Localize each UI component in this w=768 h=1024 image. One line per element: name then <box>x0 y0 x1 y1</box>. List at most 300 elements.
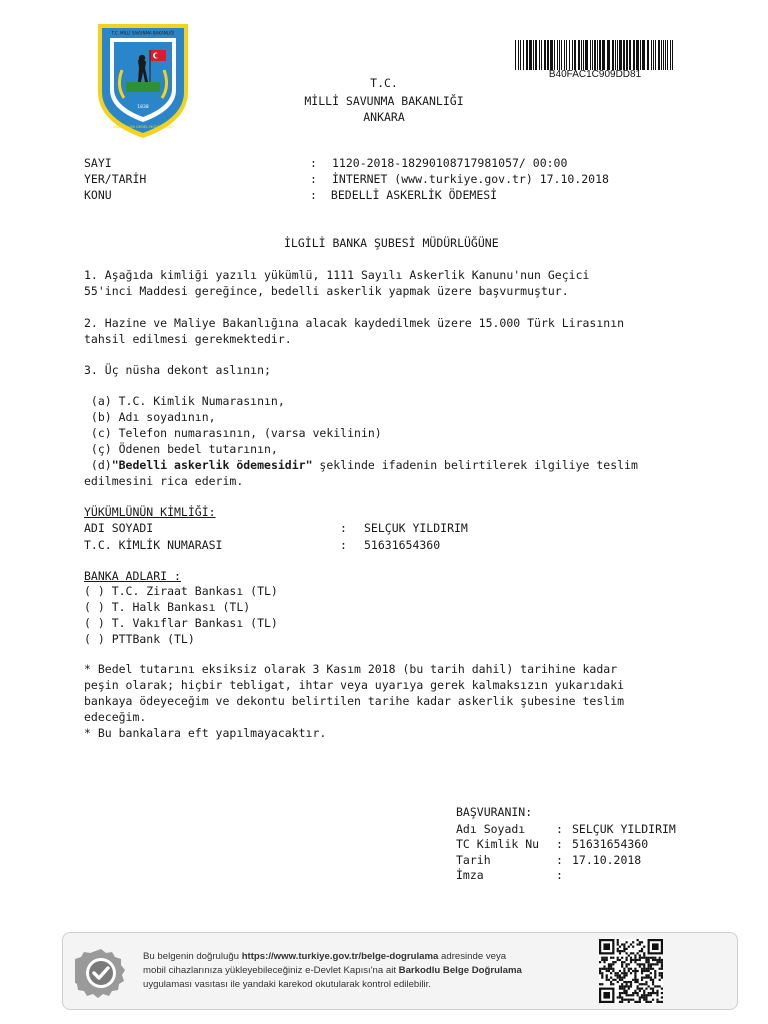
barcode-bar <box>526 40 528 70</box>
qr-module <box>650 977 652 979</box>
qr-module <box>612 957 614 959</box>
qr-module <box>606 977 608 979</box>
qr-module <box>621 950 623 952</box>
qr-module <box>641 977 643 979</box>
qr-module <box>659 959 661 961</box>
list-item: (ç) Ödenen bedel tutarının, <box>84 442 278 456</box>
qr-module <box>606 959 608 961</box>
qr-module <box>652 999 654 1001</box>
qr-module <box>656 961 658 963</box>
qr-module <box>661 992 663 994</box>
qr-module <box>625 985 627 987</box>
barcode-bar <box>581 40 582 70</box>
barcode-bar <box>535 40 537 70</box>
qr-module <box>601 972 603 974</box>
identity-value: SELÇUK YILDIRIM <box>364 521 468 535</box>
qr-module <box>637 979 639 981</box>
qr-module <box>637 1001 639 1003</box>
qr-module <box>632 979 634 981</box>
qr-module <box>610 983 612 985</box>
qr-module <box>637 943 639 945</box>
qr-module <box>656 994 658 996</box>
qr-module <box>650 972 652 974</box>
qr-module <box>612 968 614 970</box>
list-item-d-prefix: (d) <box>84 458 112 472</box>
list-item: (b) Adı soyadının, <box>84 410 216 424</box>
verification-text <box>143 950 583 992</box>
qr-module <box>661 977 663 979</box>
qr-module <box>648 961 650 963</box>
applicant-value: 17.10.2018 <box>572 853 642 867</box>
list-item: (c) Telefon numarasının, (varsa vekilinin) <box>84 426 382 440</box>
barcode-bar <box>658 40 660 70</box>
barcode-bar <box>550 40 553 70</box>
qr-module <box>634 974 636 976</box>
qr-module <box>630 981 632 983</box>
meta-value: 1120-2018-18290108717981057/ 00:00 <box>332 156 568 170</box>
barcode-bar <box>590 40 591 70</box>
qr-module <box>659 979 661 981</box>
qr-module <box>628 994 630 996</box>
barcode-bar <box>594 40 596 70</box>
qr-module <box>654 985 656 987</box>
qr-module <box>621 963 623 965</box>
qr-module <box>643 996 645 998</box>
qr-module <box>617 974 619 976</box>
barcode-bar <box>574 40 576 70</box>
qr-module <box>659 1001 661 1003</box>
qr-module <box>650 963 652 965</box>
barcode-bar <box>597 40 598 70</box>
barcode-bar <box>623 40 625 70</box>
barcode-bar <box>541 40 542 70</box>
qr-module <box>619 985 621 987</box>
qr-module <box>623 943 625 945</box>
qr-module <box>623 985 625 987</box>
qr-module <box>650 992 652 994</box>
bank-option: ( ) PTTBank (TL) <box>84 632 195 646</box>
qr-module <box>654 977 656 979</box>
qr-module <box>661 963 663 965</box>
qr-module <box>601 957 603 959</box>
qr-module <box>661 988 663 990</box>
qr-module <box>643 954 645 956</box>
qr-module <box>623 948 625 950</box>
qr-module <box>659 968 661 970</box>
qr-module <box>634 970 636 972</box>
qr-module <box>639 959 641 961</box>
qr-module <box>619 977 621 979</box>
qr-module <box>652 963 654 965</box>
verification-app-name: Barkodlu Belge Doğrulama <box>398 965 522 976</box>
meta-value: BEDELLİ ASKERLİK ÖDEMESİ <box>324 188 498 202</box>
qr-module <box>630 957 632 959</box>
qr-module <box>645 959 647 961</box>
qr-module <box>612 979 614 981</box>
qr-module <box>659 974 661 976</box>
qr-module <box>652 981 654 983</box>
applicant-label: İmza <box>456 868 484 882</box>
qr-module <box>648 965 650 967</box>
qr-module <box>619 952 621 954</box>
qr-module <box>625 994 627 996</box>
qr-module <box>621 999 623 1001</box>
barcode-bar <box>557 40 558 70</box>
qr-module <box>659 961 661 963</box>
qr-finder <box>652 943 659 950</box>
qr-module <box>621 992 623 994</box>
qr-module <box>634 990 636 992</box>
qr-module <box>656 999 658 1001</box>
meta-label: KONU <box>84 188 112 202</box>
barcode-bar <box>547 40 549 70</box>
barcode-bar <box>520 40 521 70</box>
qr-module <box>614 961 616 963</box>
applicant-value: 51631654360 <box>572 837 649 851</box>
qr-module <box>641 968 643 970</box>
qr-module <box>656 985 658 987</box>
qr-module <box>599 968 601 970</box>
barcode-bar <box>572 40 573 70</box>
qr-module <box>619 1001 621 1003</box>
qr-module <box>645 981 647 983</box>
meta-sep: : <box>310 156 317 170</box>
qr-code-image[interactable] <box>599 939 663 1003</box>
qr-module <box>606 968 608 970</box>
qr-module <box>625 972 627 974</box>
qr-module <box>648 994 650 996</box>
qr-module <box>625 974 627 976</box>
qr-module <box>630 999 632 1001</box>
qr-module <box>628 963 630 965</box>
qr-module <box>619 970 621 972</box>
verification-url[interactable]: https://www.turkiye.gov.tr/belge-dogrulama <box>241 951 439 962</box>
qr-module <box>634 992 636 994</box>
qr-module <box>608 965 610 967</box>
qr-module <box>645 983 647 985</box>
barcode-bar <box>533 40 534 70</box>
qr-module <box>641 941 643 943</box>
qr-module <box>634 1001 636 1003</box>
qr-module <box>621 983 623 985</box>
meta-sep: : <box>310 188 317 202</box>
barcode-bar <box>615 40 616 70</box>
barcode-image <box>514 40 676 70</box>
qr-module <box>610 981 612 983</box>
qr-module <box>652 992 654 994</box>
barcode-bar <box>592 40 593 70</box>
qr-finder <box>603 943 610 950</box>
barcode-bar <box>583 40 584 70</box>
qr-module <box>643 952 645 954</box>
qr-module <box>650 1001 652 1003</box>
qr-module <box>661 996 663 998</box>
qr-module <box>645 961 647 963</box>
qr-module <box>608 970 610 972</box>
qr-module <box>625 959 627 961</box>
qr-module <box>610 968 612 970</box>
qr-module <box>632 941 634 943</box>
qr-module <box>634 968 636 970</box>
barcode-bar <box>554 40 555 70</box>
applicant-heading: BAŞVURANIN: <box>456 805 533 819</box>
qr-module <box>656 963 658 965</box>
header-city: ANKARA <box>363 110 405 124</box>
identity-value: 51631654360 <box>364 538 441 552</box>
qr-module <box>630 959 632 961</box>
barcode-bar <box>612 40 614 70</box>
list-item-d-line-2: edilmesini rica ederim. <box>84 474 244 488</box>
barcode-bar <box>544 40 546 70</box>
qr-module <box>661 965 663 967</box>
qr-module <box>637 981 639 983</box>
qr-module <box>623 968 625 970</box>
qr-module <box>643 990 645 992</box>
qr-module <box>617 939 619 941</box>
qr-module <box>634 977 636 979</box>
qr-module <box>623 988 625 990</box>
qr-module <box>648 977 650 979</box>
barcode-bar <box>578 40 580 70</box>
paragraph-2-line-1: 2. Hazine ve Maliye Bakanlığına alacak kaydedilmek üzere 15.000 Türk Lirasının <box>84 316 625 330</box>
identity-sep: : <box>340 538 347 552</box>
qr-module <box>639 963 641 965</box>
qr-module <box>654 972 656 974</box>
qr-module <box>641 996 643 998</box>
qr-module <box>606 974 608 976</box>
qr-finder <box>603 992 610 999</box>
qr-module <box>654 970 656 972</box>
applicant-sep: : <box>556 868 563 882</box>
qr-module <box>661 961 663 963</box>
qr-module <box>603 961 605 963</box>
paragraph-1-line-2: 55'inci Maddesi gereğince, bedelli askerlik yapmak üzere başvurmuştur. <box>84 284 569 298</box>
qr-module <box>645 968 647 970</box>
qr-module <box>625 990 627 992</box>
barcode-bar <box>585 40 588 70</box>
qr-module <box>632 999 634 1001</box>
qr-module <box>641 957 643 959</box>
qr-module <box>628 1001 630 1003</box>
qr-module <box>645 970 647 972</box>
qr-module <box>619 988 621 990</box>
qr-module <box>643 965 645 967</box>
barcode-bar <box>566 40 567 70</box>
qr-module <box>637 963 639 965</box>
qr-module <box>641 979 643 981</box>
paragraph-2-line-2: tahsil edilmesi gerekmektedir. <box>84 332 292 346</box>
barcode-bar <box>672 40 673 70</box>
qr-module <box>645 994 647 996</box>
qr-module <box>634 961 636 963</box>
qr-module <box>603 968 605 970</box>
qr-module <box>632 994 634 996</box>
qr-module <box>639 943 641 945</box>
qr-module <box>643 983 645 985</box>
barcode-bar <box>633 40 635 70</box>
qr-module <box>601 959 603 961</box>
qr-module <box>650 988 652 990</box>
qr-module <box>639 996 641 998</box>
barcode-bar <box>523 40 524 70</box>
qr-module <box>619 959 621 961</box>
barcode-bar <box>629 40 631 70</box>
qr-module <box>661 972 663 974</box>
barcode-bar <box>602 40 605 70</box>
qr-module <box>628 968 630 970</box>
paragraph-1-line-1: 1. Aşağıda kimliği yazılı yükümlü, 1111 Sayılı Askerlik Kanunu'nun Geçici <box>84 268 590 282</box>
qr-module <box>617 959 619 961</box>
qr-module <box>637 994 639 996</box>
qr-module <box>628 954 630 956</box>
verification-text-part: mobil cihazlarınıza yükleyebileceğiniz e-Devlet Kapısı'na ait <box>143 965 399 976</box>
paragraph-3: 3. Üç nüsha dekont aslının; <box>84 363 271 377</box>
applicant-sep: : <box>556 853 563 867</box>
qr-module <box>650 957 652 959</box>
qr-module <box>643 957 645 959</box>
qr-module <box>625 957 627 959</box>
qr-module <box>641 970 643 972</box>
qr-module <box>637 959 639 961</box>
qr-module <box>639 965 641 967</box>
qr-module <box>632 959 634 961</box>
qr-module <box>619 994 621 996</box>
qr-module <box>612 983 614 985</box>
meta-label: SAYI <box>84 156 112 170</box>
qr-module <box>617 957 619 959</box>
qr-module <box>619 946 621 948</box>
qr-module <box>601 983 603 985</box>
qr-module <box>621 972 623 974</box>
qr-module <box>632 970 634 972</box>
qr-module <box>617 981 619 983</box>
qr-module <box>623 981 625 983</box>
qr-module <box>610 957 612 959</box>
list-item-d <box>84 458 638 472</box>
qr-module <box>652 979 654 981</box>
applicant-sep: : <box>556 822 563 836</box>
verification-text-part: uygulaması vasıtası ile yandaki karekod okutularak kontrol edilebilir. <box>143 979 431 990</box>
qr-module <box>641 948 643 950</box>
qr-module <box>599 961 601 963</box>
qr-module <box>617 941 619 943</box>
qr-module <box>623 974 625 976</box>
note-1-line-2: peşin olarak; hiçbir tebligat, ihtar veya uyarıya gerek kalmaksızın yukarıdaki <box>84 678 625 692</box>
qr-module <box>641 972 643 974</box>
qr-module <box>645 988 647 990</box>
qr-module <box>625 992 627 994</box>
bank-option: ( ) T. Halk Bankası (TL) <box>84 600 251 614</box>
qr-module <box>630 961 632 963</box>
qr-module <box>634 957 636 959</box>
qr-module <box>630 972 632 974</box>
qr-module <box>650 994 652 996</box>
barcode-code: B40FAC1C909DD81 <box>548 69 642 80</box>
qr-module <box>623 977 625 979</box>
qr-module <box>648 992 650 994</box>
addressee: İLGİLİ BANKA ŞUBESİ MÜDÜRLÜĞÜNE <box>284 236 499 250</box>
qr-module <box>643 968 645 970</box>
qr-module <box>661 968 663 970</box>
qr-module <box>654 957 656 959</box>
qr-module <box>648 1001 650 1003</box>
qr-module <box>648 968 650 970</box>
qr-module <box>617 996 619 998</box>
qr-module <box>610 963 612 965</box>
qr-module <box>621 977 623 979</box>
identity-label: ADI SOYADI <box>84 521 154 535</box>
qr-module <box>623 961 625 963</box>
qr-module <box>617 943 619 945</box>
qr-module <box>659 957 661 959</box>
qr-module <box>625 941 627 943</box>
qr-module <box>606 957 608 959</box>
qr-module <box>652 983 654 985</box>
qr-module <box>632 952 634 954</box>
qr-module <box>623 950 625 952</box>
qr-module <box>654 974 656 976</box>
note-1-line-4: edeceğim. <box>84 710 147 724</box>
qr-module <box>628 981 630 983</box>
qr-module <box>628 946 630 948</box>
barcode-bar <box>559 40 560 70</box>
barcode-bar <box>670 40 671 70</box>
qr-module <box>652 988 654 990</box>
document-barcode <box>514 40 676 80</box>
barcode-bar <box>561 40 562 70</box>
qr-module <box>619 979 621 981</box>
qr-module <box>661 959 663 961</box>
qr-module <box>601 968 603 970</box>
qr-module <box>630 943 632 945</box>
meta-value: İNTERNET (www.turkiye.gov.tr) 17.10.2018 <box>332 172 609 186</box>
note-1-line-3: bankaya ödeyeceğim ve dekontu belirtilen tarihe kadar askerlik şubesine teslim <box>84 694 625 708</box>
barcode-bar <box>667 40 668 70</box>
qr-module <box>648 957 650 959</box>
qr-module <box>645 957 647 959</box>
qr-module <box>645 1001 647 1003</box>
applicant-label: Tarih <box>456 853 491 867</box>
barcode-bar <box>653 40 654 70</box>
meta-label: YER/TARİH <box>84 172 147 186</box>
identity-label: T.C. KİMLİK NUMARASI <box>84 538 223 552</box>
barcode-bar <box>619 40 622 70</box>
qr-module <box>652 968 654 970</box>
qr-module <box>608 968 610 970</box>
svg-text:1838: 1838 <box>137 105 149 110</box>
qr-module <box>623 970 625 972</box>
barcode-bar <box>655 40 656 70</box>
qr-module <box>623 999 625 1001</box>
qr-module <box>634 972 636 974</box>
qr-module <box>645 974 647 976</box>
qr-module <box>619 992 621 994</box>
qr-module <box>610 965 612 967</box>
qr-module <box>656 959 658 961</box>
qr-module <box>641 963 643 965</box>
qr-module <box>623 972 625 974</box>
qr-module <box>628 985 630 987</box>
applicant-sep: : <box>556 837 563 851</box>
barcode-bar <box>626 40 628 70</box>
qr-module <box>637 939 639 941</box>
qr-module <box>659 985 661 987</box>
qr-module <box>643 946 645 948</box>
barcode-bar <box>518 40 519 70</box>
qr-module <box>645 999 647 1001</box>
svg-text:ASKERALMA GENEL MÜDÜRLÜĞÜ: ASKERALMA GENEL MÜDÜRLÜĞÜ <box>113 125 173 129</box>
qr-module <box>634 954 636 956</box>
